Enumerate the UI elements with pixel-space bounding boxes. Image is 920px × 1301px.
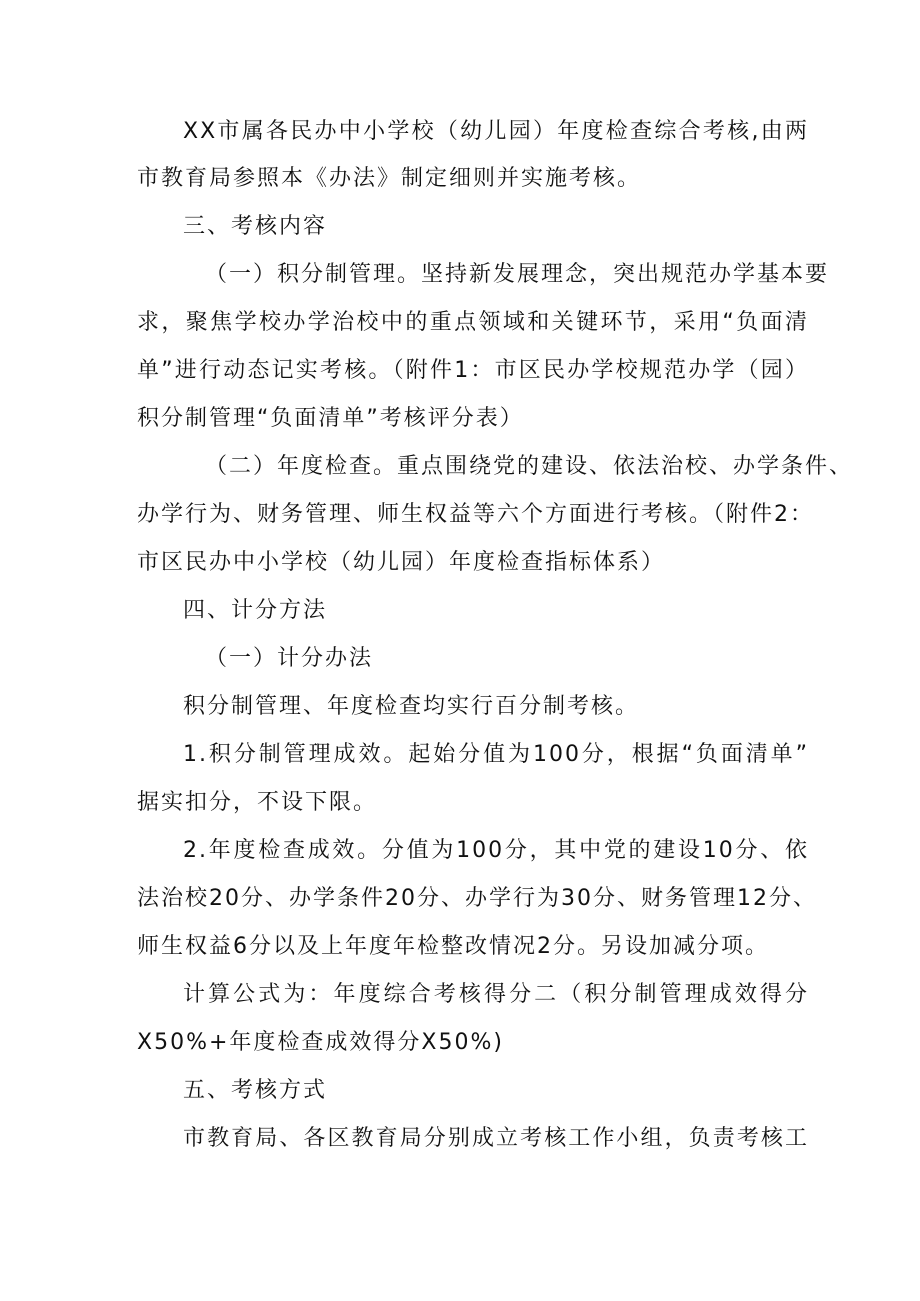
subsection-heading: （一）计分办法	[205, 646, 374, 671]
paragraph-line: 积分制管理、年度检查均实行百分制考核。	[183, 694, 640, 719]
paragraph-line: 师生权益6分以及上年度年检整改情况2分。另设加减分项。	[137, 934, 769, 959]
paragraph-line: （一）积分制管理。坚持新发展理念，突出规范办学基本要	[205, 262, 830, 287]
paragraph-line: 计算公式为：年度综合考核得分二（积分制管理成效得分	[183, 982, 809, 1007]
paragraph-line: 积分制管理“负面清单”考核评分表）	[137, 406, 524, 431]
paragraph-line: 1.积分制管理成效。起始分值为100分，根据“负面清单”	[183, 742, 809, 767]
paragraph-line: （二）年度检查。重点围绕党的建设、依法治校、办学条件、	[205, 454, 854, 479]
section-heading: 三、考核内容	[183, 214, 328, 239]
paragraph-line: 市教育局、各区教育局分别成立考核工作小组，负责考核工	[183, 1126, 809, 1151]
paragraph-line: XX市属各民办中小学校（幼儿园）年度检查综合考核,由两	[183, 119, 809, 144]
paragraph-line: 法治校20分、办学条件20分、办学行为30分、财务管理12分、	[137, 886, 817, 911]
paragraph-line: 办学行为、财务管理、师生权益等六个方面进行考核。（附件2：	[137, 502, 814, 527]
paragraph-line: 据实扣分，不设下限。	[137, 790, 378, 815]
paragraph-line: 市区民办中小学校（幼儿园）年度检查指标体系）	[137, 550, 666, 575]
paragraph-line: X50%+年度检查成效得分X50%)	[137, 1030, 504, 1055]
paragraph-line: 单”进行动态记实考核。（附件1：市区民办学校规范办学（园）	[137, 358, 809, 383]
section-heading: 五、考核方式	[183, 1078, 328, 1103]
section-heading: 四、计分方法	[183, 598, 328, 623]
paragraph-line: 求，聚焦学校办学治校中的重点领域和关键环节，采用“负面清	[137, 310, 809, 335]
paragraph-line: 市教育局参照本《办法》制定细则并实施考核。	[137, 166, 642, 191]
paragraph-line: 2.年度检查成效。分值为100分，其中党的建设10分、依	[183, 838, 809, 863]
